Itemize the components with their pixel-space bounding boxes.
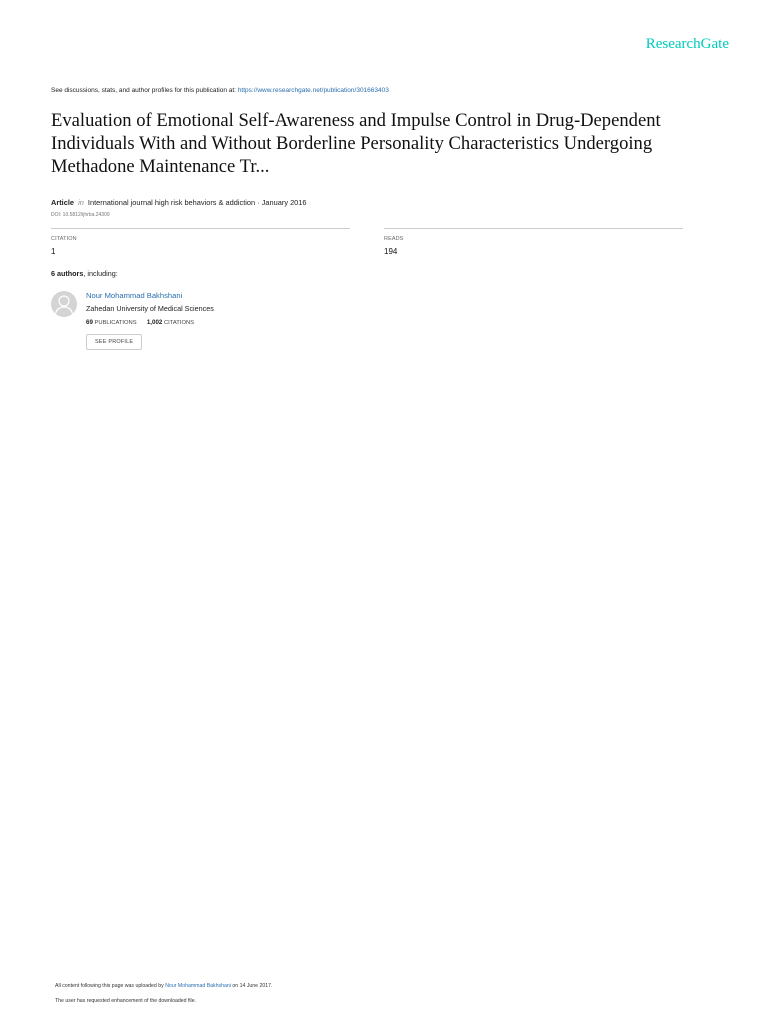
reads-value: 194 xyxy=(384,247,398,256)
citation-value: 1 xyxy=(51,247,56,256)
researchgate-logo[interactable]: ResearchGate xyxy=(645,36,729,52)
author-name-link[interactable]: Nour Mohammad Bakhshani xyxy=(86,291,183,300)
publications-label: PUBLICATIONS xyxy=(94,320,137,326)
author-avatar[interactable] xyxy=(51,291,77,317)
citations-count: 1,002 xyxy=(146,319,163,326)
authors-count: 6 authors xyxy=(51,269,84,278)
publications-count: 69 xyxy=(86,319,93,326)
upload-prefix: All content following this page was uploaded by xyxy=(55,983,164,989)
publication-type: Article xyxy=(51,198,75,207)
publication-url-link[interactable]: https://www.researchgate.net/publication/301663403 xyxy=(237,87,389,94)
in-label: in xyxy=(78,198,84,207)
journal-name[interactable]: International journal high risk behaviors & addiction xyxy=(87,198,256,207)
upload-suffix: on 14 June 2017. xyxy=(232,983,273,989)
publication-meta xyxy=(51,198,307,207)
author-card xyxy=(86,291,214,350)
author-affiliation: Zahedan University of Medical Sciences xyxy=(86,304,214,313)
authors-suffix: , including: xyxy=(83,269,118,278)
reads-label: READS xyxy=(384,236,404,242)
publication-date: January 2016 xyxy=(261,198,307,207)
citation-stat xyxy=(51,228,350,256)
see-profile-button[interactable]: SEE PROFILE xyxy=(86,334,142,350)
citations-label: CITATIONS xyxy=(163,320,195,326)
authors-heading xyxy=(51,269,118,278)
reads-stat xyxy=(384,228,683,256)
date-separator: · xyxy=(257,198,260,207)
upload-note xyxy=(55,983,273,989)
citation-label: CITATION xyxy=(51,236,77,242)
publication-doi: DOI: 10.5812/ijhrba.24309 xyxy=(51,212,110,218)
publication-title[interactable]: Evaluation of Emotional Self-Awareness and Impulse Control in Drug-Dependent Individuals With and Without Borderline Personality Characteristics Undergoing Methadone Maintenance Tr... xyxy=(51,110,661,177)
uploader-link[interactable]: Nour Mohammad Bakhshani xyxy=(165,983,231,989)
author-stats xyxy=(86,319,214,326)
user-silhouette-icon xyxy=(51,291,77,317)
discussion-line xyxy=(51,87,389,94)
enhancement-note: The user has requested enhancement of the downloaded file. xyxy=(55,998,197,1004)
discussion-prefix: See discussions, stats, and author profiles for this publication at: xyxy=(51,87,236,94)
